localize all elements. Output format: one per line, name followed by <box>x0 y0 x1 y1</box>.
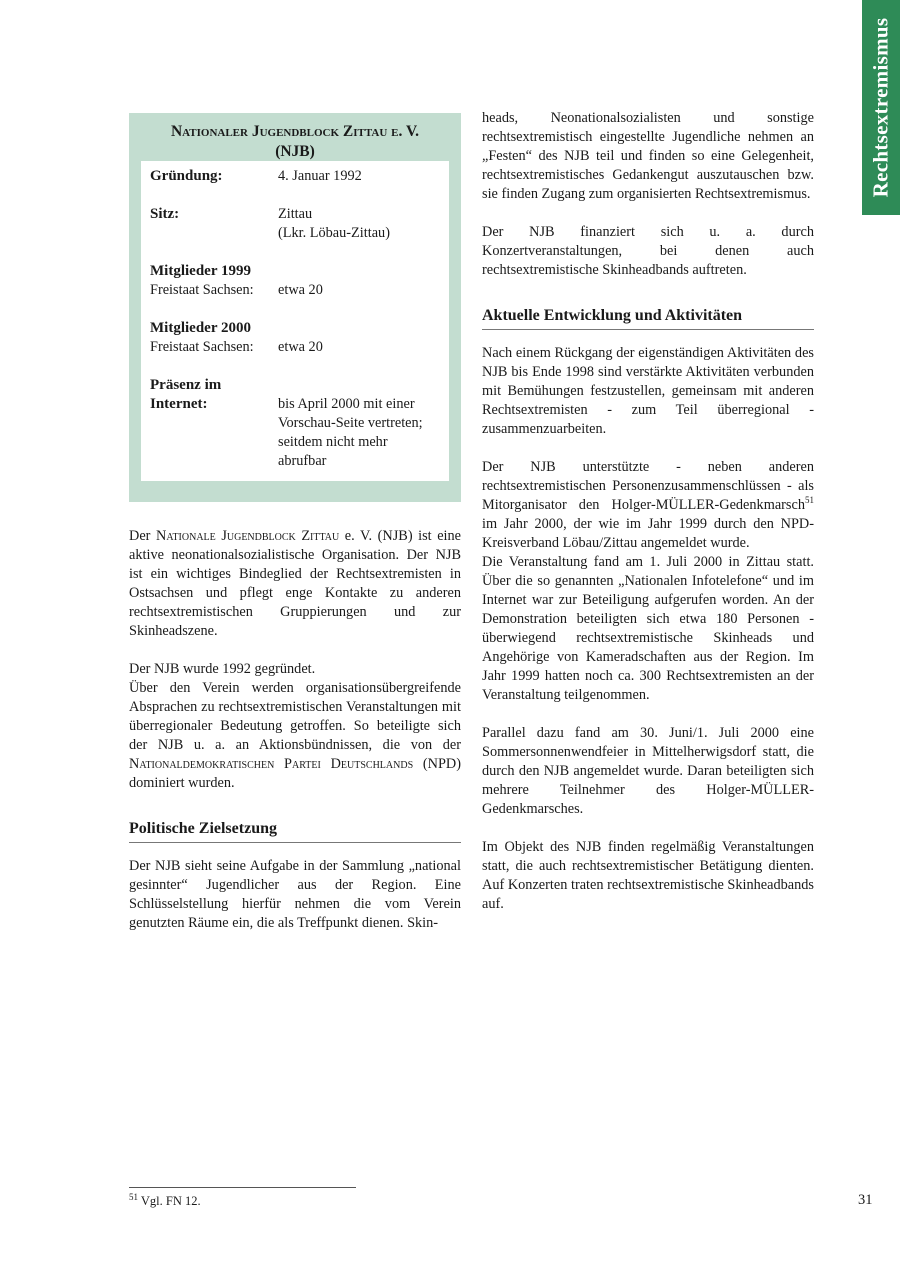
paragraph: Der NJB unterstützte - neben anderen rechtsextremistischen Personenzusammenschlüssen - als Mitorganisator den Holger-MÜLLER-Gedenkmarsch$^{51}$ im Jahr 2000, der wie im Jahr 1999 durch den NPD-Kreisverband Löbau/Zittau angemeldet wurde. <box>482 459 814 551</box>
section-tab-label: Rechtsextremismus <box>868 17 893 198</box>
footnote-ref: 51 <box>805 495 814 506</box>
paragraph: Der Nationale Jugendblock Zittau e. V. (NJB) ist eine aktive neonationalsozialistische Organisation. Der NJB ist ein wichtiges Bindeglied der Rechtsextremisten in Ostsachsen und pflegt enge Kontakte zu anderen rechtsextremistischen Gruppierungen und zur Skinheadszene. <box>129 528 462 639</box>
infobox-row-mitglieder-2000: Mitglieder 2000 Freistaat Sachsen: etwa 20 <box>150 320 323 355</box>
infobox-title: Nationaler Jugendblock Zittau e. V. (NJB) <box>170 123 420 160</box>
paragraph: Im Objekt des NJB finden regelmäßig Veranstaltungen statt, die auch rechtsextremistischer Betätigung dienten. Auf Konzerten traten rechtsextremistische Skinheadbands auf. <box>482 839 814 912</box>
organization-infobox <box>129 113 461 502</box>
left-column <box>129 527 461 933</box>
infobox-row-sitz: Sitz: Zittau (Lkr. Löbau-Zittau) <box>150 206 390 241</box>
infobox-content <box>141 161 449 481</box>
infobox-row-internet: Präsenz im Internet: bis April 2000 mit einer Vorschau-Seite vertreten; seitdem nicht mehr abrufbar <box>150 377 423 469</box>
paragraph: Nach einem Rückgang der eigenständigen Aktivitäten des NJB bis Ende 1998 sind verstärkte Aktivitäten verbunden mit Bemühungen festzustellen, gemeinsam mit anderen Rechtsextremisten - zum Teil überregional - zusammenzuarbeiten. <box>482 345 814 437</box>
paragraph: Der NJB sieht seine Aufgabe in der Sammlung „national gesinnter“ Jugendlicher aus der Region. Eine Schlüsselstellung hierfür nehmen die vom Verein genutzten Räume ein, die als Treffpunkt dienen. Skin- <box>129 858 461 931</box>
paragraph: Über den Verein werden organisationsübergreifende Absprachen zu rechtsextremistischen Veranstaltungen mit überregionaler Bedeutung getroffen. So beteiligte sich der NJB u. a. an Aktionsbündnissen, die von der Nationaldemokratischen Partei Deutschlands (NPD) dominiert wurden. <box>129 680 461 791</box>
section-tab <box>862 0 900 215</box>
footnote-divider <box>129 1187 356 1188</box>
infobox-row-mitglieder-1999: Mitglieder 1999 Freistaat Sachsen: etwa 20 <box>150 263 323 298</box>
paragraph: Die Veranstaltung fand am 1. Juli 2000 in Zittau statt. Über die so genannten „Nationalen Infotelefone“ und im Internet war zur Beteiligung aufgerufen worden. An der Demonstration beteiligten sich etwa 180 Personen - überwiegend rechtsextremistische Skinheads und Angehörige von Kameradschaften aus der Region. Im Jahr 1999 hatten noch ca. 300 Rechtsextremisten an der Veranstaltung teilgenommen. <box>482 554 814 703</box>
paragraph: heads, Neonationalsozialisten und sonstige rechtsextremistisch eingestellte Jugendliche nehmen an „Festen“ des NJB teil und finden so eine Gelegenheit, rechtsextremistisches Gedankengut auszutauschen bzw. sie finden Zugang zum organisierten Rechtsextremismus. <box>482 110 814 202</box>
footnote: $^{51}$ Vgl. FN 12. <box>129 1191 201 1208</box>
paragraph: Parallel dazu fand am 30. Juni/1. Juli 2000 eine Sommersonnenwendfeier in Mittelherwigsdorf statt, die durch den NJB angemeldet wurde. Daran beteiligten sich mehrere Teilnehmer des Holger-MÜLLER-Gedenkmarsches. <box>482 725 814 817</box>
page-number: 31 <box>858 1192 873 1208</box>
paragraph: Der NJB finanziert sich u. a. durch Konzertveranstaltungen, bei denen auch rechtsextremistische Skinheadbands auftreten. <box>482 224 814 278</box>
section-heading: Aktuelle Entwicklung und Aktivitäten <box>482 306 814 330</box>
right-column <box>482 109 814 914</box>
paragraph: Der NJB wurde 1992 gegründet. <box>129 661 316 677</box>
infobox-row-gruendung: Gründung: 4. Januar 1992 <box>150 168 362 184</box>
section-heading: Politische Zielsetzung <box>129 819 461 843</box>
